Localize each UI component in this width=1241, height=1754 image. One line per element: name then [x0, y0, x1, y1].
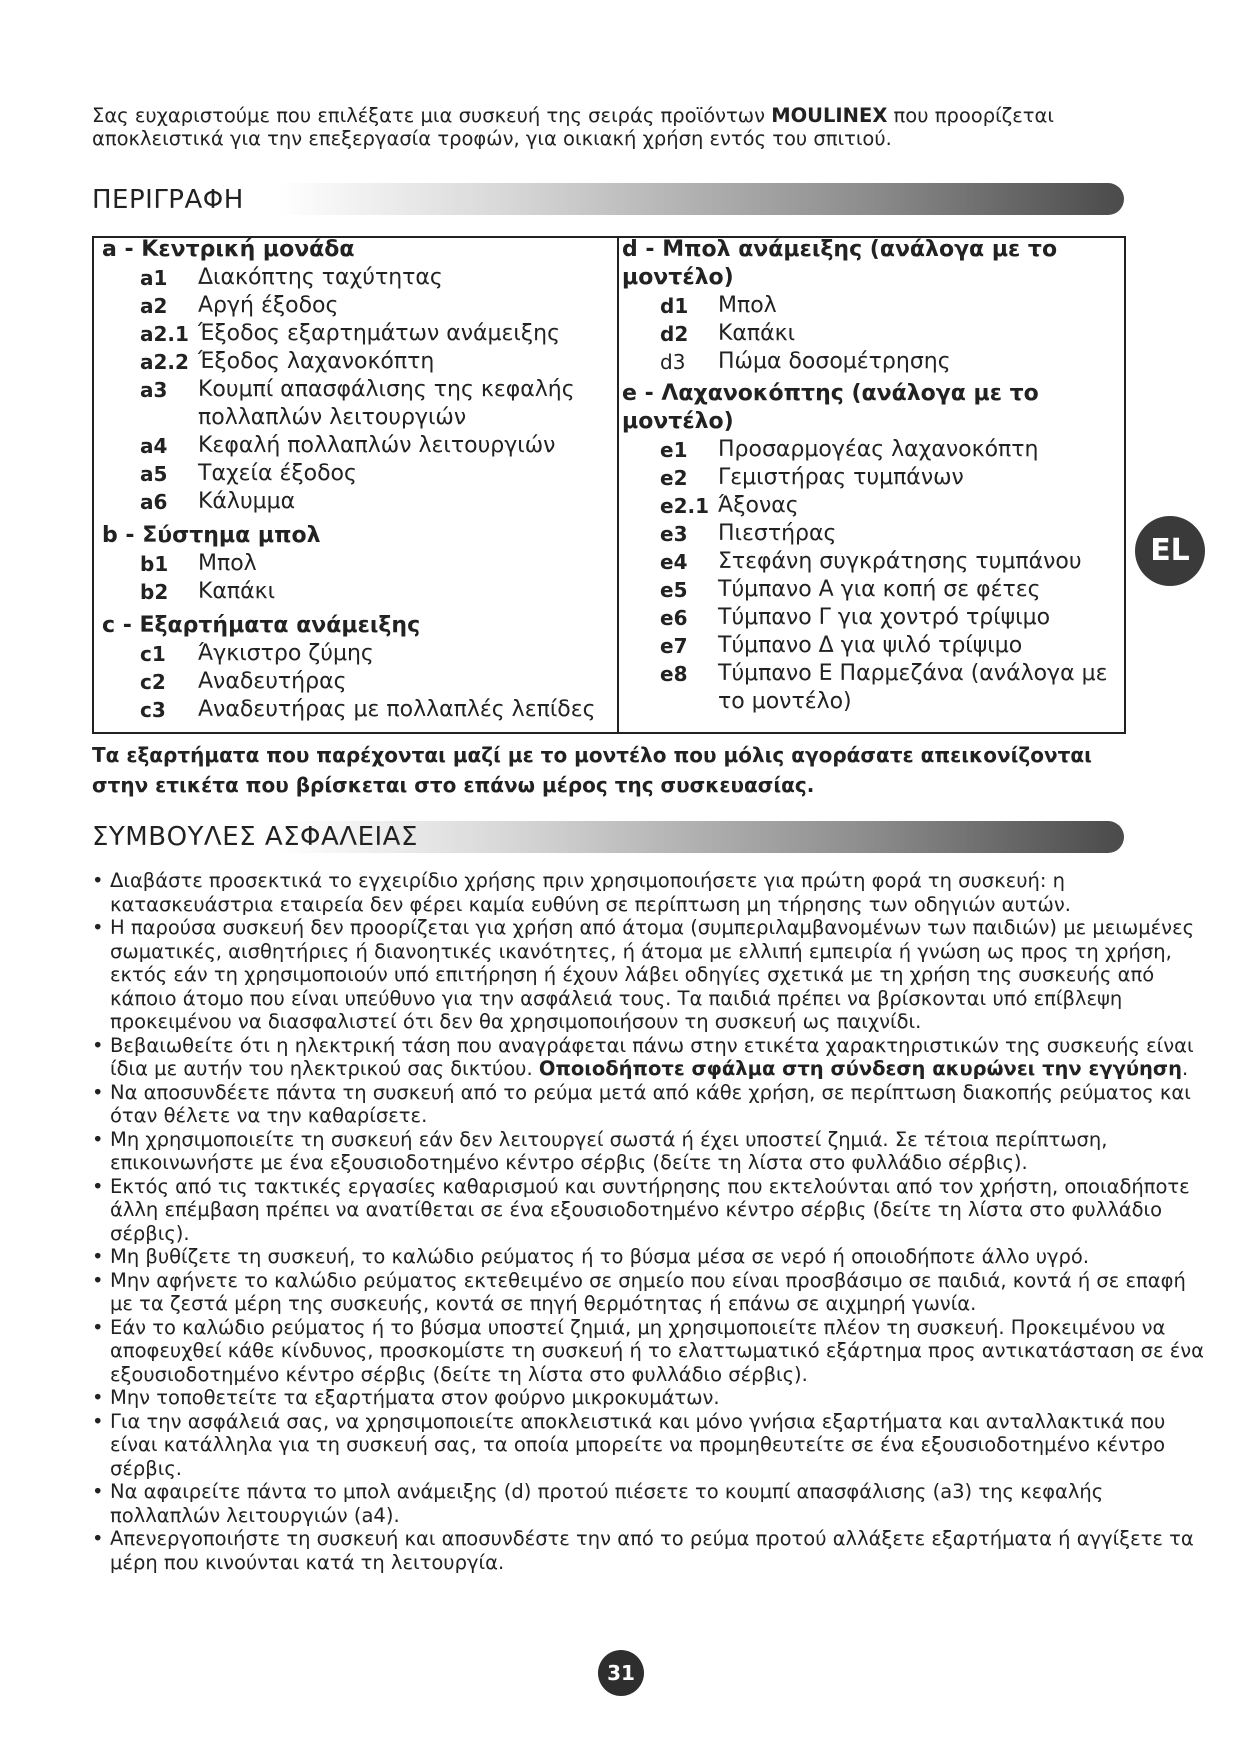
item-text: Μπολ	[718, 293, 777, 318]
item-code: a2.1	[140, 322, 189, 346]
brand-name: MOULINEX	[771, 104, 888, 127]
list-item	[622, 292, 1122, 320]
list-item	[102, 320, 614, 348]
item-text: Γεμιστήρας τυμπάνων	[718, 465, 964, 490]
list-item	[622, 604, 1122, 632]
item-text: Προσαρμογέας λαχανοκόπτη	[718, 437, 1039, 462]
item-text: Κουμπί απασφάλισης της κεφαλής πολλαπλών λειτουργιών	[198, 377, 575, 430]
safety-item: • Εάν το καλώδιο ρεύματος ή το βύσμα υποστεί ζημιά, μη χρησιμοποιείτε πλέον τη συσκευή. Προκειμένου να αποφευχθεί κάθε κίνδυνος, προσκομίστε τη συσκευή ή το ελαττωματικό εξάρτημα προς αντικατάσταση σε ένα εξουσιοδοτημένο κέντρο σέρβις (δείτε τη λίστα στο φυλλάδιο σέρβις).	[92, 1316, 1212, 1387]
safety-item: • Μη βυθίζετε τη συσκευή, το καλώδιο ρεύματος ή το βύσμα μέσα σε νερό ή οποιοδήποτε άλλο υγρό.	[92, 1245, 1212, 1269]
safety-item: • Να αποσυνδέετε πάντα τη συσκευή από το ρεύμα μετά από κάθε χρήση, σε περίπτωση διακοπής ρεύματος και όταν θέλετε να την καθαρίσετε.	[92, 1081, 1212, 1128]
list-item	[102, 640, 614, 668]
item-code: e3	[660, 522, 688, 546]
item-code: e4	[660, 550, 688, 574]
item-text: Έξοδος λαχανοκόπτη	[198, 349, 435, 374]
item-text: Τύμπανο Ε Παρμεζάνα (ανάλογα με το μοντέλο)	[718, 661, 1108, 714]
list-item	[102, 460, 614, 488]
list-item	[102, 376, 614, 432]
item-code: e6	[660, 606, 688, 630]
group-d-label: d - Μπολ ανάμειξης (ανάλογα με το μοντέλο)	[622, 237, 1058, 290]
item-code: d1	[660, 294, 689, 318]
list-item	[622, 576, 1122, 604]
list-item	[622, 464, 1122, 492]
item-text: Κεφαλή πολλαπλών λειτουργιών	[198, 433, 556, 458]
item-text: Τύμπανο Α για κοπή σε φέτες	[718, 577, 1041, 602]
safety-item: • Η παρούσα συσκευή δεν προορίζεται για χρήση από άτομα (συμπεριλαμβανομένων των παιδιών) με μειωμένες σωματικές, αισθητήριες ή διανοητικές ικανότητες, ή άτομα με ελλιπή εμπειρία ή γνώση ως προς τη χρήση, εκτός εάν τη χρησιμοποιούν υπό επιτήρηση ή έχουν λάβει οδηγίες σχετικά με τη χρήση της συσκευής από κάποιο άτομο που είναι υπεύθυνο για την ασφάλειά τους. Τα παιδιά πρέπει να βρίσκονται υπό επίβλεψη προκειμένου να διασφαλιστεί ότι δεν θα χρησιμοποιήσουν τη συσκευή ως παιχνίδι.	[92, 916, 1212, 1034]
group-e-label: e - Λαχανοκόπτης (ανάλογα με το μοντέλο)	[622, 381, 1039, 434]
item-text: Έξοδος εξαρτημάτων ανάμειξης	[198, 321, 560, 346]
list-item	[622, 632, 1122, 660]
safety-item: • Μη χρησιμοποιείτε τη συσκευή εάν δεν λειτουργεί σωστά ή έχει υποστεί ζημιά. Σε τέτοια περίπτωση, επικοινωνήστε με ένα εξουσιοδοτημένο κέντρο σέρβις (δείτε τη λίστα στο φυλλάδιο σέρβις).	[92, 1128, 1212, 1175]
list-item	[102, 348, 614, 376]
group-a-label: a - Κεντρική μονάδα	[102, 237, 355, 262]
list-item	[102, 578, 614, 606]
list-item	[102, 668, 614, 696]
group-c-label: c - Εξαρτήματα ανάμειξης	[102, 613, 421, 638]
page-number: 31	[598, 1650, 644, 1696]
item-text: Αναδευτήρας με πολλαπλές λεπίδες	[198, 697, 596, 722]
safety-title: ΣΥΜΒΟΥΛΕΣ ΑΣΦΑΛΕΙΑΣ	[92, 822, 418, 852]
item-code: a5	[140, 462, 168, 486]
safety-item: • Εκτός από τις τακτικές εργασίες καθαρισμού και συντήρησης που εκτελούνται από τον χρήστη, οποιαδήποτε άλλη επέμβαση πρέπει να ανατίθεται σε ένα εξουσιοδοτημένο κέντρο σέρβις (δείτε τη λίστα στο φυλλάδιο σέρβις).	[92, 1175, 1212, 1246]
description-right-column	[622, 236, 1122, 716]
item-text: Μπολ	[198, 551, 257, 576]
item-text: Στεφάνη συγκράτησης τυμπάνου	[718, 549, 1082, 574]
safety-item: • Μην αφήνετε το καλώδιο ρεύματος εκτεθειμένο σε σημείο που είναι προσβάσιμο σε παιδιά, κοντά ή σε επαφή με τα ζεστά μέρη της συσκευής, κοντά σε πηγή θερμότητας ή επάνω σε αιχμηρή γωνία.	[92, 1269, 1212, 1316]
safety-item: • Απενεργοποιήστε τη συσκευή και αποσυνδέστε την από το ρεύμα προτού αλλάξετε εξαρτήματα ή αγγίξετε τα μέρη που κινούνται κατά τη λειτουργία.	[92, 1527, 1212, 1574]
description-title: ΠΕΡΙΓΡΑΦΗ	[92, 185, 244, 215]
item-text: Ταχεία έξοδος	[198, 461, 357, 486]
item-code: a4	[140, 434, 168, 458]
item-code: d3	[660, 350, 686, 374]
item-code: c2	[140, 670, 166, 694]
description-column-divider	[617, 236, 619, 734]
safety-list	[92, 869, 1212, 1574]
item-code: a1	[140, 266, 168, 290]
item-text: Άγκιστρο ζύμης	[198, 641, 374, 666]
item-code: e1	[660, 438, 688, 462]
item-text: Καπάκι	[718, 321, 796, 346]
item-code: c1	[140, 642, 166, 666]
description-header-bar	[92, 183, 1124, 215]
language-badge: EL	[1135, 516, 1205, 586]
list-item	[622, 436, 1122, 464]
list-item	[102, 292, 614, 320]
list-item	[102, 432, 614, 460]
list-item	[622, 520, 1122, 548]
group-b-label: b - Σύστημα μπολ	[102, 523, 321, 548]
item-code: a2	[140, 294, 168, 318]
item-code: b1	[140, 552, 169, 576]
item-code: e2	[660, 466, 688, 490]
item-code: d2	[660, 322, 689, 346]
safety-item-end: .	[1182, 1057, 1189, 1080]
accessories-note: Τα εξαρτήματα που παρέχονται μαζί με το μοντέλο που μόλις αγοράσατε απεικονίζονται στην ετικέτα που βρίσκεται στο επάνω μέρος της συσκευασίας.	[92, 743, 1092, 797]
safety-item: • Διαβάστε προσεκτικά το εγχειρίδιο χρήσης πριν χρησιμοποιήσετε για πρώτη φορά τη συσκευή: η κατασκευάστρια εταιρεία δεν φέρει καμία ευθύνη σε περίπτωση μη τήρησης των οδηγιών αυτών.	[92, 869, 1212, 916]
item-text: Διακόπτης ταχύτητας	[198, 265, 443, 290]
item-code: e7	[660, 634, 688, 658]
list-item	[622, 348, 1122, 376]
item-text: Άξονας	[718, 493, 799, 518]
list-item	[102, 488, 614, 516]
safety-item-text: Βεβαιωθείτε ότι η ηλεκτρική τάση που αναγράφεται πάνω στην ετικέτα χαρακτηριστικών της συσκευής είναι ίδια με αυτήν του ηλεκτρικού σας δικτύου.	[110, 1033, 1194, 1080]
safety-item: • Για την ασφάλειά σας, να χρησιμοποιείτε αποκλειστικά και μόνο γνήσια εξαρτήματα και ανταλλακτικά που είναι κατάλληλα για τη συσκευή σας, τα οποία μπορείτε να προμηθευτείτε σε ένα εξουσιοδοτημένο κέντρο σέρβις.	[92, 1410, 1212, 1481]
safety-item	[92, 1034, 1212, 1081]
list-item	[622, 492, 1122, 520]
item-code: b2	[140, 580, 169, 604]
item-code: e5	[660, 578, 688, 602]
intro-paragraph	[92, 104, 1132, 150]
intro-text-after: που προορίζεται αποκλειστικά για την επεξεργασία τροφών, για οικιακή χρήση εντός του σπιτιού.	[92, 104, 1055, 150]
list-item	[102, 264, 614, 292]
item-code: e8	[660, 662, 688, 686]
item-code: a6	[140, 490, 168, 514]
list-item	[102, 696, 614, 724]
item-text: Πώμα δοσομέτρησης	[718, 349, 951, 374]
description-left-column	[102, 236, 614, 724]
safety-item: • Να αφαιρείτε πάντα το μπολ ανάμειξης (d) προτού πιέσετε το κουμπί απασφάλισης (a3) της κεφαλής πολλαπλών λειτουργιών (a4).	[92, 1480, 1212, 1527]
item-code: a2.2	[140, 350, 189, 374]
item-text: Κάλυμμα	[198, 489, 296, 514]
list-item	[102, 550, 614, 578]
item-code: c3	[140, 698, 166, 722]
item-text: Καπάκι	[198, 579, 276, 604]
item-code: e2.1	[660, 494, 709, 518]
item-text: Πιεστήρας	[718, 521, 837, 546]
item-text: Αναδευτήρας	[198, 669, 347, 694]
item-text: Αργή έξοδος	[198, 293, 339, 318]
item-code: a3	[140, 378, 168, 402]
item-text: Τύμπανο Δ για ψιλό τρίψιμο	[718, 633, 1023, 658]
list-item	[622, 320, 1122, 348]
item-text: Τύμπανο Γ για χοντρό τρίψιμο	[718, 605, 1051, 630]
list-item	[622, 660, 1122, 716]
intro-text-before: Σας ευχαριστούμε που επιλέξατε μια συσκευή της σειράς προϊόντων	[92, 104, 772, 127]
warranty-warning: Οποιοδήποτε σφάλμα στη σύνδεση ακυρώνει την εγγύηση	[538, 1057, 1183, 1080]
list-item	[622, 548, 1122, 576]
safety-item: • Μην τοποθετείτε τα εξαρτήματα στον φούρνο μικροκυμάτων.	[92, 1386, 1212, 1410]
